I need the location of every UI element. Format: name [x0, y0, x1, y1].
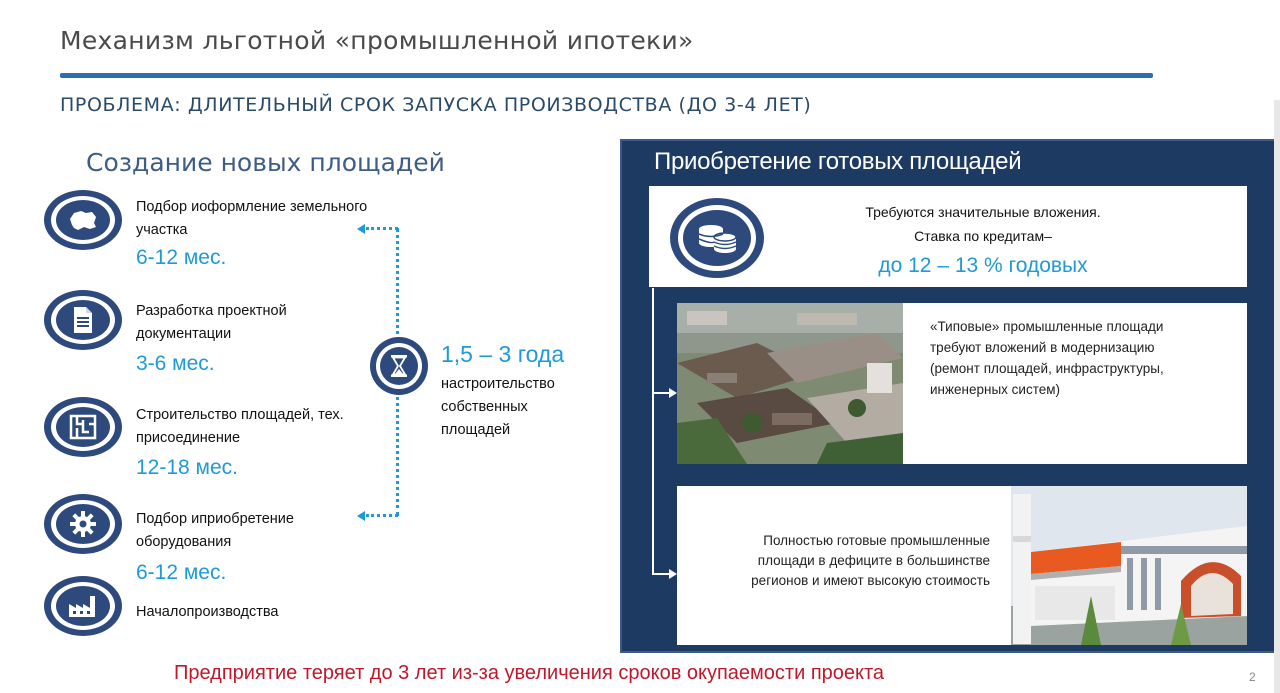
- scrollbar[interactable]: [1274, 100, 1280, 693]
- investment-line-1: Требуются значительные вложения.: [865, 204, 1101, 220]
- document-icon: [44, 290, 122, 350]
- page-number: 2: [1249, 670, 1256, 684]
- investment-text: [800, 200, 1166, 248]
- step-5-text: Началопроизводства: [136, 604, 279, 620]
- left-heading: Создание новых площадей: [86, 148, 445, 177]
- step-3-text: Строительство площадей, тех. присоединение: [136, 407, 344, 446]
- arrow-left-icon: [357, 224, 365, 234]
- total-duration-desc: настроительство собственных площадей: [441, 376, 555, 438]
- connector-line: [652, 288, 654, 574]
- aerial-factory-photo: [677, 303, 903, 464]
- hourglass-icon: [370, 337, 428, 395]
- step-1-text: Подбор иоформление земельного участка: [136, 199, 368, 238]
- typical-premises-text: «Типовые» промышленные площади требуют вложений в модернизацию (ремонт площадей, инфраструктуры, инженерных систем): [930, 319, 1164, 397]
- right-heading: Приобретение готовых площадей: [654, 148, 1022, 175]
- gear-icon: [44, 494, 122, 554]
- connector-branch-2: [652, 573, 670, 575]
- modern-factory-photo: [1011, 486, 1247, 645]
- timeline-bracket-top: [366, 227, 398, 230]
- connector-branch-1: [652, 392, 670, 394]
- step-1-duration: 6-12 мес.: [136, 246, 227, 269]
- step-3-duration: 12-18 мес.: [136, 456, 238, 479]
- total-duration: 1,5 – 3 года: [441, 341, 565, 367]
- arrow-right-icon: [669, 569, 677, 579]
- investment-line-2: Ставка по кредитам–: [914, 228, 1052, 244]
- title-rule: [60, 73, 1153, 78]
- blueprint-icon: [44, 397, 122, 457]
- arrow-right-icon: [669, 388, 677, 398]
- slide-title: Механизм льготной «промышленной ипотеки»: [60, 26, 694, 55]
- ready-premises-text: Полностью готовые промышленные площади в дефиците в большинстве регионов и имеют высокую стоимость: [751, 533, 990, 588]
- step-2-duration: 3-6 мес.: [136, 352, 215, 375]
- coins-icon: [670, 198, 764, 278]
- arrow-left-icon: [357, 511, 365, 521]
- loan-rate: до 12 – 13 % годовых: [878, 254, 1088, 277]
- step-4-duration: 6-12 мес.: [136, 561, 227, 584]
- factory-icon: [44, 576, 122, 636]
- land-plot-icon: [44, 190, 122, 250]
- slide-subtitle: ПРОБЛЕМА: ДЛИТЕЛЬНЫЙ СРОК ЗАПУСКА ПРОИЗВОДСТВА (ДО 3-4 ЛЕТ): [60, 94, 812, 116]
- step-4-text: Подбор иприобретение оборудования: [136, 511, 294, 550]
- timeline-bracket-bottom: [366, 514, 398, 517]
- footer-note: Предприятие теряет до 3 лет из-за увеличения сроков окупаемости проекта: [174, 662, 885, 684]
- step-2-text: Разработка проектной документации: [136, 303, 287, 342]
